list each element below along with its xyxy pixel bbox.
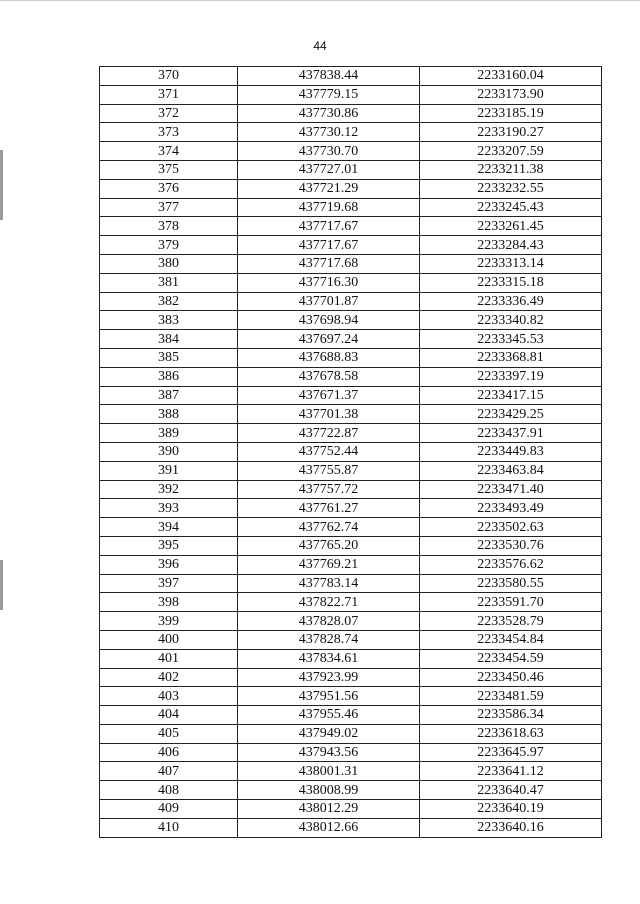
- y-coordinate-cell: 2233449.83: [420, 442, 602, 461]
- point-number-cell: 406: [100, 743, 238, 762]
- point-number-cell: 380: [100, 254, 238, 273]
- y-coordinate-cell: 2233315.18: [420, 273, 602, 292]
- x-coordinate-cell: 437765.20: [238, 536, 420, 555]
- table-row: [100, 160, 602, 179]
- x-coordinate-cell: 437761.27: [238, 499, 420, 518]
- coordinates-table: [99, 66, 602, 838]
- table-row: [100, 67, 602, 86]
- x-coordinate-cell: 437755.87: [238, 461, 420, 480]
- point-number-cell: 404: [100, 706, 238, 725]
- x-coordinate-cell: 437717.68: [238, 254, 420, 273]
- y-coordinate-cell: 2233313.14: [420, 254, 602, 273]
- point-number-cell: 382: [100, 292, 238, 311]
- point-number-cell: 371: [100, 85, 238, 104]
- x-coordinate-cell: 438012.29: [238, 800, 420, 819]
- table-row: [100, 367, 602, 386]
- y-coordinate-cell: 2233211.38: [420, 160, 602, 179]
- x-coordinate-cell: 437783.14: [238, 574, 420, 593]
- table-row: [100, 781, 602, 800]
- y-coordinate-cell: 2233173.90: [420, 85, 602, 104]
- y-coordinate-cell: 2233454.84: [420, 630, 602, 649]
- table-row: [100, 142, 602, 161]
- y-coordinate-cell: 2233645.97: [420, 743, 602, 762]
- coordinates-table-body: [100, 67, 602, 838]
- y-coordinate-cell: 2233586.34: [420, 706, 602, 725]
- table-row: [100, 818, 602, 837]
- point-number-cell: 370: [100, 67, 238, 86]
- point-number-cell: 381: [100, 273, 238, 292]
- point-number-cell: 396: [100, 555, 238, 574]
- y-coordinate-cell: 2233261.45: [420, 217, 602, 236]
- x-coordinate-cell: 437923.99: [238, 668, 420, 687]
- point-number-cell: 399: [100, 612, 238, 631]
- y-coordinate-cell: 2233284.43: [420, 236, 602, 255]
- x-coordinate-cell: 438001.31: [238, 762, 420, 781]
- table-row: [100, 348, 602, 367]
- x-coordinate-cell: 437727.01: [238, 160, 420, 179]
- x-coordinate-cell: 437779.15: [238, 85, 420, 104]
- point-number-cell: 390: [100, 442, 238, 461]
- point-number-cell: 407: [100, 762, 238, 781]
- point-number-cell: 403: [100, 687, 238, 706]
- table-row: [100, 649, 602, 668]
- x-coordinate-cell: 437828.07: [238, 612, 420, 631]
- x-coordinate-cell: 437828.74: [238, 630, 420, 649]
- x-coordinate-cell: 437834.61: [238, 649, 420, 668]
- x-coordinate-cell: 437943.56: [238, 743, 420, 762]
- point-number-cell: 372: [100, 104, 238, 123]
- table-row: [100, 480, 602, 499]
- x-coordinate-cell: 437717.67: [238, 217, 420, 236]
- y-coordinate-cell: 2233640.16: [420, 818, 602, 837]
- point-number-cell: 392: [100, 480, 238, 499]
- point-number-cell: 375: [100, 160, 238, 179]
- x-coordinate-cell: 437701.87: [238, 292, 420, 311]
- y-coordinate-cell: 2233576.62: [420, 555, 602, 574]
- point-number-cell: 400: [100, 630, 238, 649]
- y-coordinate-cell: 2233160.04: [420, 67, 602, 86]
- x-coordinate-cell: 437688.83: [238, 348, 420, 367]
- table-row: [100, 687, 602, 706]
- y-coordinate-cell: 2233207.59: [420, 142, 602, 161]
- point-number-cell: 409: [100, 800, 238, 819]
- table-row: [100, 198, 602, 217]
- table-row: [100, 612, 602, 631]
- point-number-cell: 402: [100, 668, 238, 687]
- point-number-cell: 384: [100, 330, 238, 349]
- point-number-cell: 398: [100, 593, 238, 612]
- x-coordinate-cell: 437697.24: [238, 330, 420, 349]
- y-coordinate-cell: 2233481.59: [420, 687, 602, 706]
- point-number-cell: 386: [100, 367, 238, 386]
- point-number-cell: 383: [100, 311, 238, 330]
- y-coordinate-cell: 2233417.15: [420, 386, 602, 405]
- point-number-cell: 379: [100, 236, 238, 255]
- table-row: [100, 217, 602, 236]
- table-row: [100, 236, 602, 255]
- page-number: 44: [313, 39, 327, 53]
- table-row: [100, 179, 602, 198]
- scan-left-edge-mark: [0, 560, 3, 610]
- y-coordinate-cell: 2233618.63: [420, 724, 602, 743]
- table-row: [100, 85, 602, 104]
- point-number-cell: 405: [100, 724, 238, 743]
- x-coordinate-cell: 437678.58: [238, 367, 420, 386]
- y-coordinate-cell: 2233580.55: [420, 574, 602, 593]
- table-row: [100, 311, 602, 330]
- y-coordinate-cell: 2233190.27: [420, 123, 602, 142]
- point-number-cell: 389: [100, 424, 238, 443]
- table-row: [100, 254, 602, 273]
- point-number-cell: 410: [100, 818, 238, 837]
- x-coordinate-cell: 437730.86: [238, 104, 420, 123]
- x-coordinate-cell: 437838.44: [238, 67, 420, 86]
- point-number-cell: 387: [100, 386, 238, 405]
- table-row: [100, 706, 602, 725]
- point-number-cell: 401: [100, 649, 238, 668]
- table-row: [100, 668, 602, 687]
- x-coordinate-cell: 437721.29: [238, 179, 420, 198]
- x-coordinate-cell: 437769.21: [238, 555, 420, 574]
- y-coordinate-cell: 2233429.25: [420, 405, 602, 424]
- y-coordinate-cell: 2233340.82: [420, 311, 602, 330]
- point-number-cell: 394: [100, 518, 238, 537]
- table-row: [100, 518, 602, 537]
- scan-left-edge-mark: [0, 150, 3, 220]
- point-number-cell: 376: [100, 179, 238, 198]
- y-coordinate-cell: 2233640.47: [420, 781, 602, 800]
- table-row: [100, 442, 602, 461]
- x-coordinate-cell: 437955.46: [238, 706, 420, 725]
- point-number-cell: 385: [100, 348, 238, 367]
- x-coordinate-cell: 437730.12: [238, 123, 420, 142]
- x-coordinate-cell: 437671.37: [238, 386, 420, 405]
- point-number-cell: 397: [100, 574, 238, 593]
- table-row: [100, 536, 602, 555]
- y-coordinate-cell: 2233454.59: [420, 649, 602, 668]
- x-coordinate-cell: 437757.72: [238, 480, 420, 499]
- table-row: [100, 405, 602, 424]
- point-number-cell: 395: [100, 536, 238, 555]
- point-number-cell: 391: [100, 461, 238, 480]
- x-coordinate-cell: 437722.87: [238, 424, 420, 443]
- y-coordinate-cell: 2233437.91: [420, 424, 602, 443]
- point-number-cell: 377: [100, 198, 238, 217]
- y-coordinate-cell: 2233245.43: [420, 198, 602, 217]
- x-coordinate-cell: 437719.68: [238, 198, 420, 217]
- x-coordinate-cell: 437762.74: [238, 518, 420, 537]
- x-coordinate-cell: 437730.70: [238, 142, 420, 161]
- table-row: [100, 574, 602, 593]
- x-coordinate-cell: 437951.56: [238, 687, 420, 706]
- x-coordinate-cell: 437716.30: [238, 273, 420, 292]
- y-coordinate-cell: 2233397.19: [420, 367, 602, 386]
- y-coordinate-cell: 2233502.63: [420, 518, 602, 537]
- point-number-cell: 408: [100, 781, 238, 800]
- table-row: [100, 555, 602, 574]
- point-number-cell: 374: [100, 142, 238, 161]
- y-coordinate-cell: 2233640.19: [420, 800, 602, 819]
- point-number-cell: 378: [100, 217, 238, 236]
- y-coordinate-cell: 2233450.46: [420, 668, 602, 687]
- x-coordinate-cell: 438008.99: [238, 781, 420, 800]
- table-row: [100, 424, 602, 443]
- y-coordinate-cell: 2233232.55: [420, 179, 602, 198]
- x-coordinate-cell: 437752.44: [238, 442, 420, 461]
- y-coordinate-cell: 2233185.19: [420, 104, 602, 123]
- table-row: [100, 292, 602, 311]
- x-coordinate-cell: 438012.66: [238, 818, 420, 837]
- x-coordinate-cell: 437701.38: [238, 405, 420, 424]
- x-coordinate-cell: 437822.71: [238, 593, 420, 612]
- table-row: [100, 800, 602, 819]
- point-number-cell: 388: [100, 405, 238, 424]
- table-row: [100, 273, 602, 292]
- point-number-cell: 393: [100, 499, 238, 518]
- y-coordinate-cell: 2233368.81: [420, 348, 602, 367]
- table-row: [100, 123, 602, 142]
- x-coordinate-cell: 437698.94: [238, 311, 420, 330]
- y-coordinate-cell: 2233345.53: [420, 330, 602, 349]
- y-coordinate-cell: 2233463.84: [420, 461, 602, 480]
- table-row: [100, 743, 602, 762]
- y-coordinate-cell: 2233471.40: [420, 480, 602, 499]
- y-coordinate-cell: 2233641.12: [420, 762, 602, 781]
- table-row: [100, 386, 602, 405]
- x-coordinate-cell: 437717.67: [238, 236, 420, 255]
- table-row: [100, 330, 602, 349]
- scan-top-edge: [0, 0, 640, 1]
- table-row: [100, 593, 602, 612]
- table-row: [100, 724, 602, 743]
- y-coordinate-cell: 2233493.49: [420, 499, 602, 518]
- table-row: [100, 461, 602, 480]
- y-coordinate-cell: 2233591.70: [420, 593, 602, 612]
- table-row: [100, 630, 602, 649]
- x-coordinate-cell: 437949.02: [238, 724, 420, 743]
- point-number-cell: 373: [100, 123, 238, 142]
- table-row: [100, 762, 602, 781]
- y-coordinate-cell: 2233530.76: [420, 536, 602, 555]
- table-row: [100, 104, 602, 123]
- y-coordinate-cell: 2233336.49: [420, 292, 602, 311]
- table-row: [100, 499, 602, 518]
- y-coordinate-cell: 2233528.79: [420, 612, 602, 631]
